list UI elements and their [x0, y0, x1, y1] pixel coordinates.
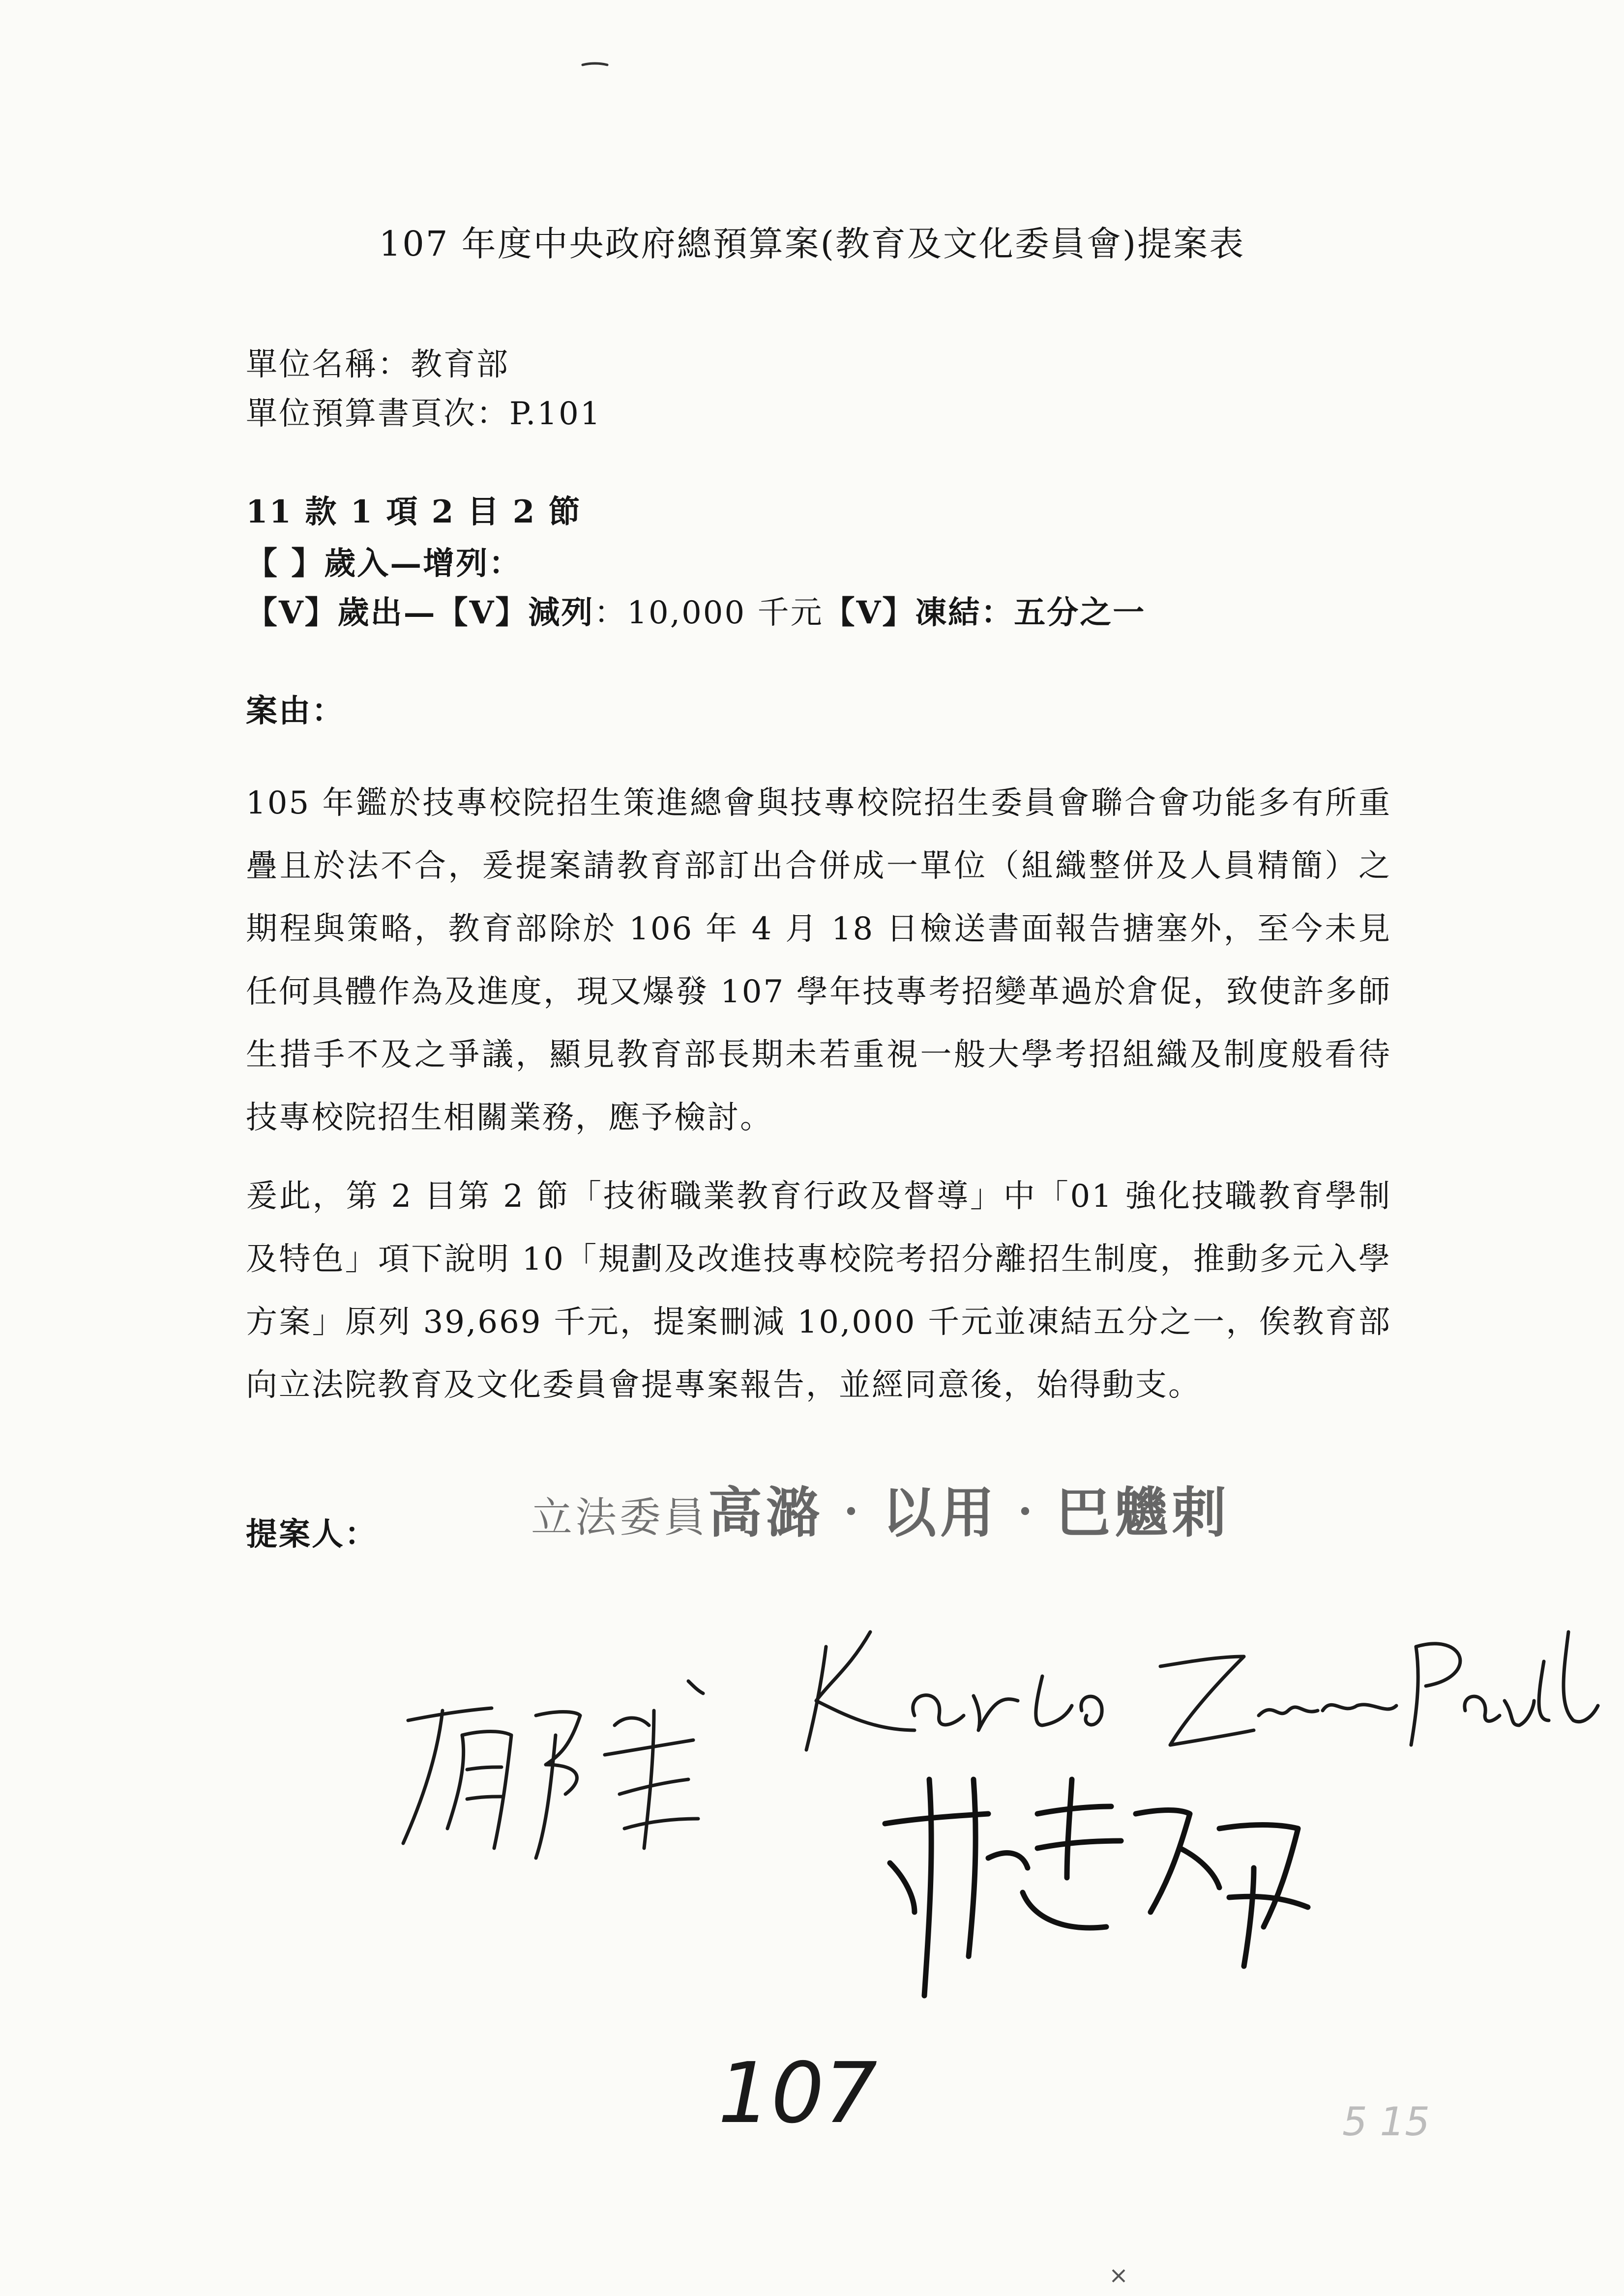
stamp-label: 立法委員: [531, 1493, 709, 1541]
legislator-stamp: [531, 1470, 1230, 1547]
reduce-amount: ：10,000 千元: [594, 595, 824, 631]
signature-right: [875, 1750, 1337, 2025]
scan-mark-bottom: [1109, 2266, 1128, 2286]
handwritten-number: 107: [718, 2045, 878, 2142]
reason-heading: 案由：: [246, 693, 345, 729]
signature-left: [388, 1681, 733, 1868]
budget-page: 單位預算書頁次：P.101: [246, 396, 602, 432]
signature-latin: [767, 1602, 1603, 1770]
reduce-check: 【V】: [436, 594, 529, 631]
section-code: 11 款 1 項 2 目 2 節: [246, 494, 582, 530]
document-title: 107 年度中央政府總預算案(教育及文化委員會)提案表: [379, 224, 1245, 264]
reason-paragraph-2: 爰此，第 2 目第 2 節「技術職業教育行政及督導」中「01 強化技職教育學制及特色」項下說明 10「規劃及改進技專校院考招分離招生制度，推動多元入學方案」原列 39,669 千元，提案刪減 10,000 千元並凍結五分之一，俟教育部向立法院教育及文化委員會提專案報告，並經同意後，始得動支。: [246, 1178, 1391, 1403]
reason-paragraph-1: 105 年鑑於技專校院招生策進總會與技專校院招生委員會聯合會功能多有所重疊且於法不合，爰提案請教育部訂出合併成一單位（組織整併及人員精簡）之期程與策略，教育部除於 106 年 4 月 18 日檢送書面報告搪塞外，至今未見任何具體作為及進度，現又爆發 107 學年技專考招變革過於倉促，致使許多師生措手不及之爭議，顯見教育部長期未若重視一般大學考招組織及制度般看待技專校院招生相關業務，應予檢討。: [246, 785, 1391, 1136]
reduce-label: 減列: [528, 594, 594, 631]
freeze-label: 凍結：五分之一: [915, 594, 1146, 631]
proposer-label: 提案人：: [246, 1516, 378, 1553]
expenditure-line: [246, 587, 1146, 633]
stamp-name: 高潞‧以用‧巴魕剌: [708, 1481, 1231, 1544]
unit-name: 單位名稱：教育部: [246, 347, 509, 383]
expenditure-label: 歲出—: [337, 594, 437, 631]
scan-mark-top: [580, 59, 610, 69]
pencil-note: 5 15: [1342, 2099, 1430, 2145]
freeze-check: 【V】: [823, 594, 915, 631]
expenditure-check-1: 【V】: [246, 594, 338, 631]
revenue-line: 【 】歲入—增列：: [246, 545, 522, 582]
